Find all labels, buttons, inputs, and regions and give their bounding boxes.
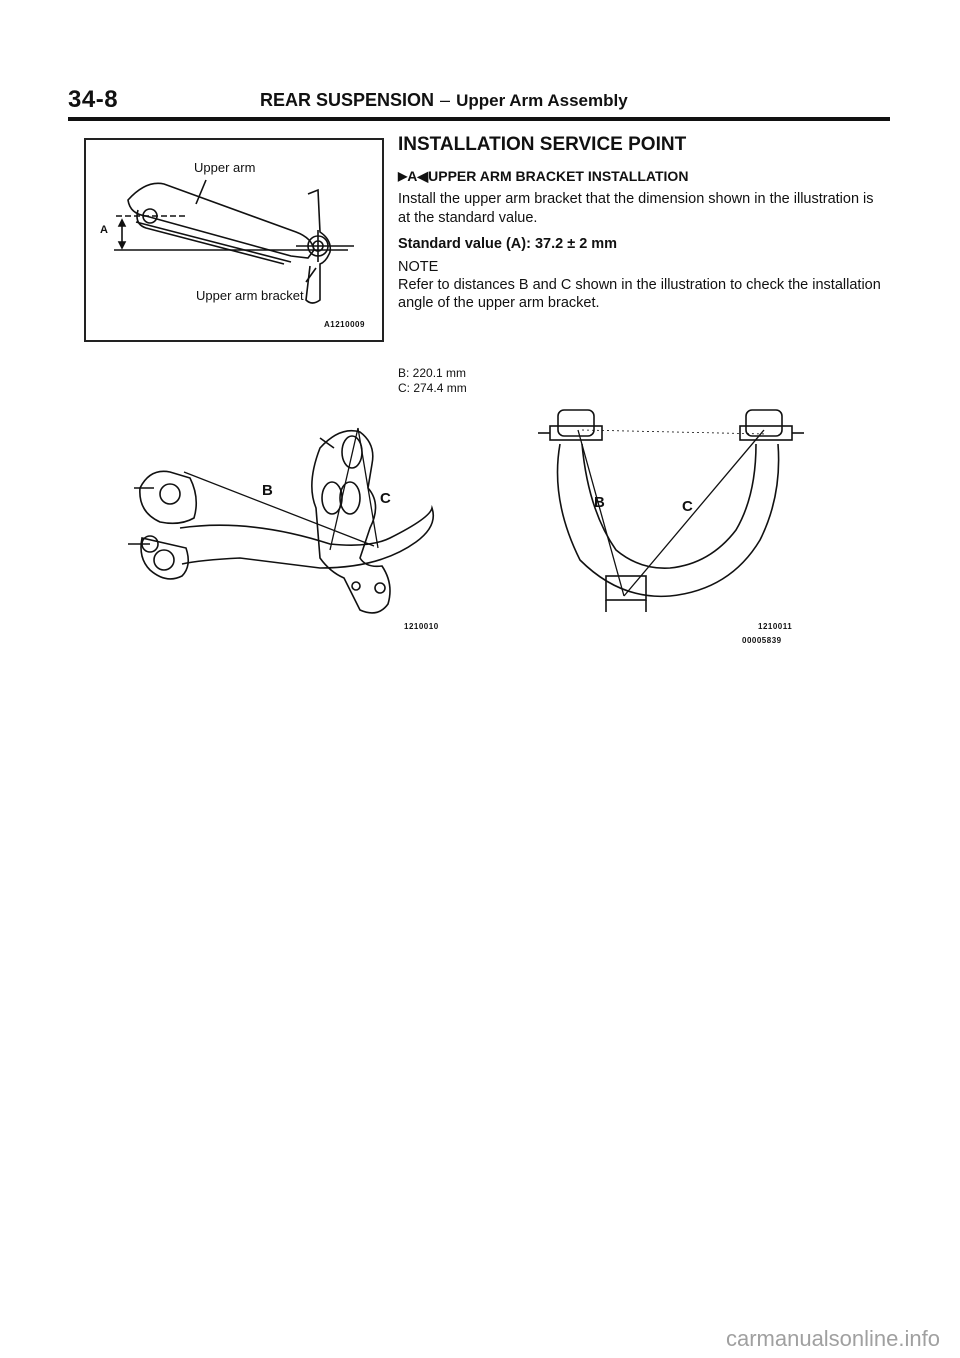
dimension-b: B: 220.1 mm xyxy=(398,366,467,380)
section-heading: INSTALLATION SERVICE POINT xyxy=(398,134,687,155)
play-right-icon: ▶ xyxy=(398,169,408,183)
section-name: REAR SUSPENSION xyxy=(260,90,435,110)
figure-code: A1210009 xyxy=(324,320,365,329)
label-distance-c: C xyxy=(682,498,693,515)
figure-code-1: 1210011 xyxy=(758,622,793,631)
page-header xyxy=(68,86,888,116)
figure-upper-arm-bracket xyxy=(84,138,384,342)
label-distance-c: C xyxy=(380,490,391,507)
service-point-content xyxy=(398,134,888,312)
dimension-c: C: 274.4 mm xyxy=(398,381,467,395)
figure-code: 1210010 xyxy=(404,622,439,631)
upper-arm-top-illustration xyxy=(520,400,820,620)
subsection-name: Upper Arm Assembly xyxy=(456,91,628,110)
dimension-values xyxy=(398,366,467,396)
section-title xyxy=(260,90,628,111)
standard-value: Standard value (A): 37.2 ± 2 mm xyxy=(398,236,618,252)
subheading xyxy=(398,166,888,186)
label-upper-arm: Upper arm xyxy=(194,160,256,175)
title-separator: – xyxy=(440,90,451,110)
label-distance-b: B xyxy=(262,482,273,499)
play-left-icon: ◀ xyxy=(417,167,429,184)
figure-upper-arm-top-view xyxy=(520,400,820,645)
label-upper-arm-bracket: Upper arm bracket xyxy=(196,288,304,303)
subheading-text: UPPER ARM BRACKET INSTALLATION xyxy=(428,168,689,184)
page-number: 34-8 xyxy=(68,86,119,113)
note-title: NOTE xyxy=(398,259,439,275)
watermark: carmanualsonline.info xyxy=(725,1326,940,1351)
label-distance-b: B xyxy=(594,494,605,511)
note-body: Refer to distances B and C shown in the illustration to check the installation angle of the upper arm bracket. xyxy=(398,277,881,311)
bracket-side-illustration xyxy=(120,408,460,628)
header-rule xyxy=(68,117,890,121)
figure-code-2: 00005839 xyxy=(742,636,782,645)
label-dimension-a: A xyxy=(100,224,108,236)
figure-bracket-side-view xyxy=(120,408,460,631)
instruction-paragraph: Install the upper arm bracket that the dimension shown in the illustration is at the standard value. xyxy=(398,191,874,226)
service-marker-letter: A xyxy=(407,168,418,184)
